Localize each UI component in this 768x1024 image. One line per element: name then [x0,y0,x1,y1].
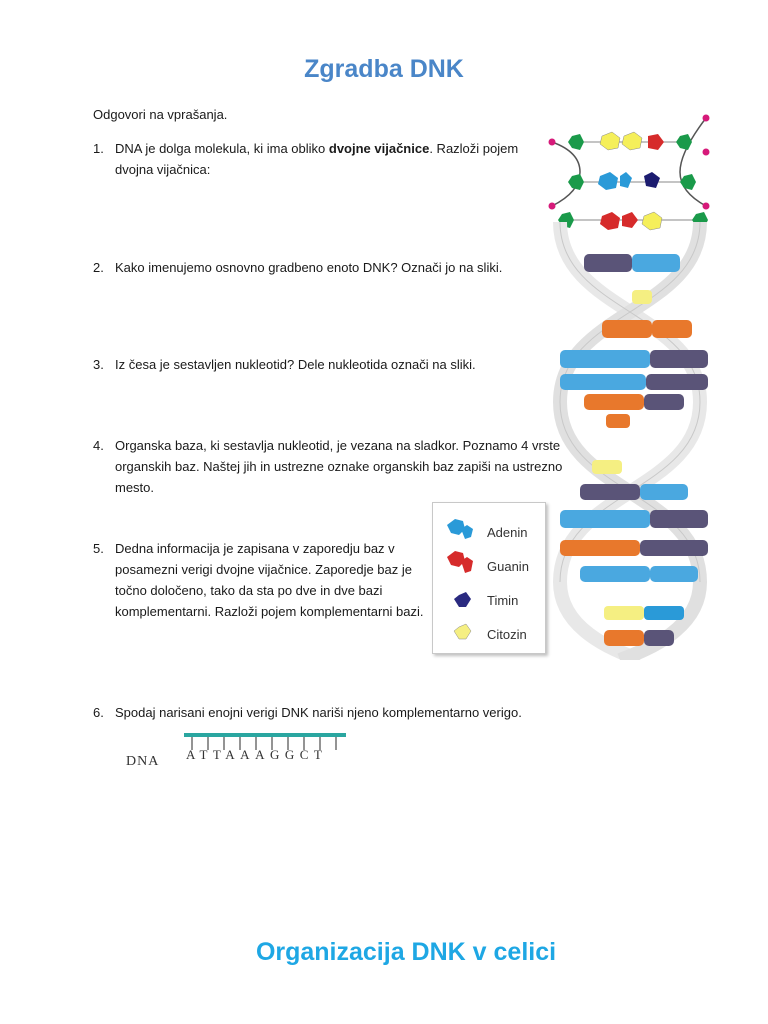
legend-label-timin: Timin [487,593,519,608]
legend-label-guanin: Guanin [487,559,529,574]
question-text: Iz česa je sestavljen nukleotid? Dele nukleotida označi na sliki. [115,357,476,372]
question-text: Dedna informacija je zapisana v zaporedju baz v posamezni verigi dvojne vijačnice. Zaporedje baz je točno določeno, tako da sta po dve in dve bazi komplementarni. Razloži pojem komplementarni bazi. [115,541,424,619]
question-number: 5. [93,541,104,556]
timin-icon [454,592,471,607]
question-3 [93,354,553,375]
question-text: Spodaj narisani enojni verigi DNK nariši njeno komplementarno verigo. [115,705,522,720]
question-number: 2. [93,260,104,275]
strand-bases: ATTAAAGGCT [186,747,328,762]
base-legend [432,502,546,654]
question-number: 3. [93,357,104,372]
question-1 [93,138,553,180]
guanin-icon [447,551,473,573]
question-4 [93,435,568,498]
dna-strand-figure [120,730,350,775]
dna-helix-illustration [540,112,720,660]
section-title: Organizacija DNK v celici [255,938,557,966]
question-text: Organska baza, ki sestavlja nukleotid, je vezana na sladkor. Poznamo 4 vrste organskih baz. Naštej jih in ustrezne oznake organskih baz zapiši na ustrezno mesto. [115,438,563,495]
legend-label-adenin: Adenin [487,525,528,540]
page-title: Zgradba DNK [304,55,464,83]
nucleotide-ladder [549,115,710,231]
question-text: Kako imenujemo osnovno gradbeno enoto DNK? Označi jo na sliki. [115,260,503,275]
question-number: 1. [93,141,104,156]
instructions: Odgovori na vprašanja. [93,107,228,122]
question-text: DNA je dolga molekula, ki ima obliko [115,141,329,156]
question-text: . Razloži pojem dvojna vijačnica: [115,141,519,177]
question-6 [93,702,563,723]
adenin-icon [447,519,473,539]
helix-backbone [560,222,700,660]
citozin-icon [454,624,471,639]
question-5 [93,538,433,622]
strand-label: DNA [126,754,160,769]
legend-label-citozin: Citozin [487,627,527,642]
question-number: 4. [93,438,104,453]
question-number: 6. [93,705,104,720]
question-emphasis: dvojne vijačnice [328,141,430,156]
question-2 [93,257,553,278]
